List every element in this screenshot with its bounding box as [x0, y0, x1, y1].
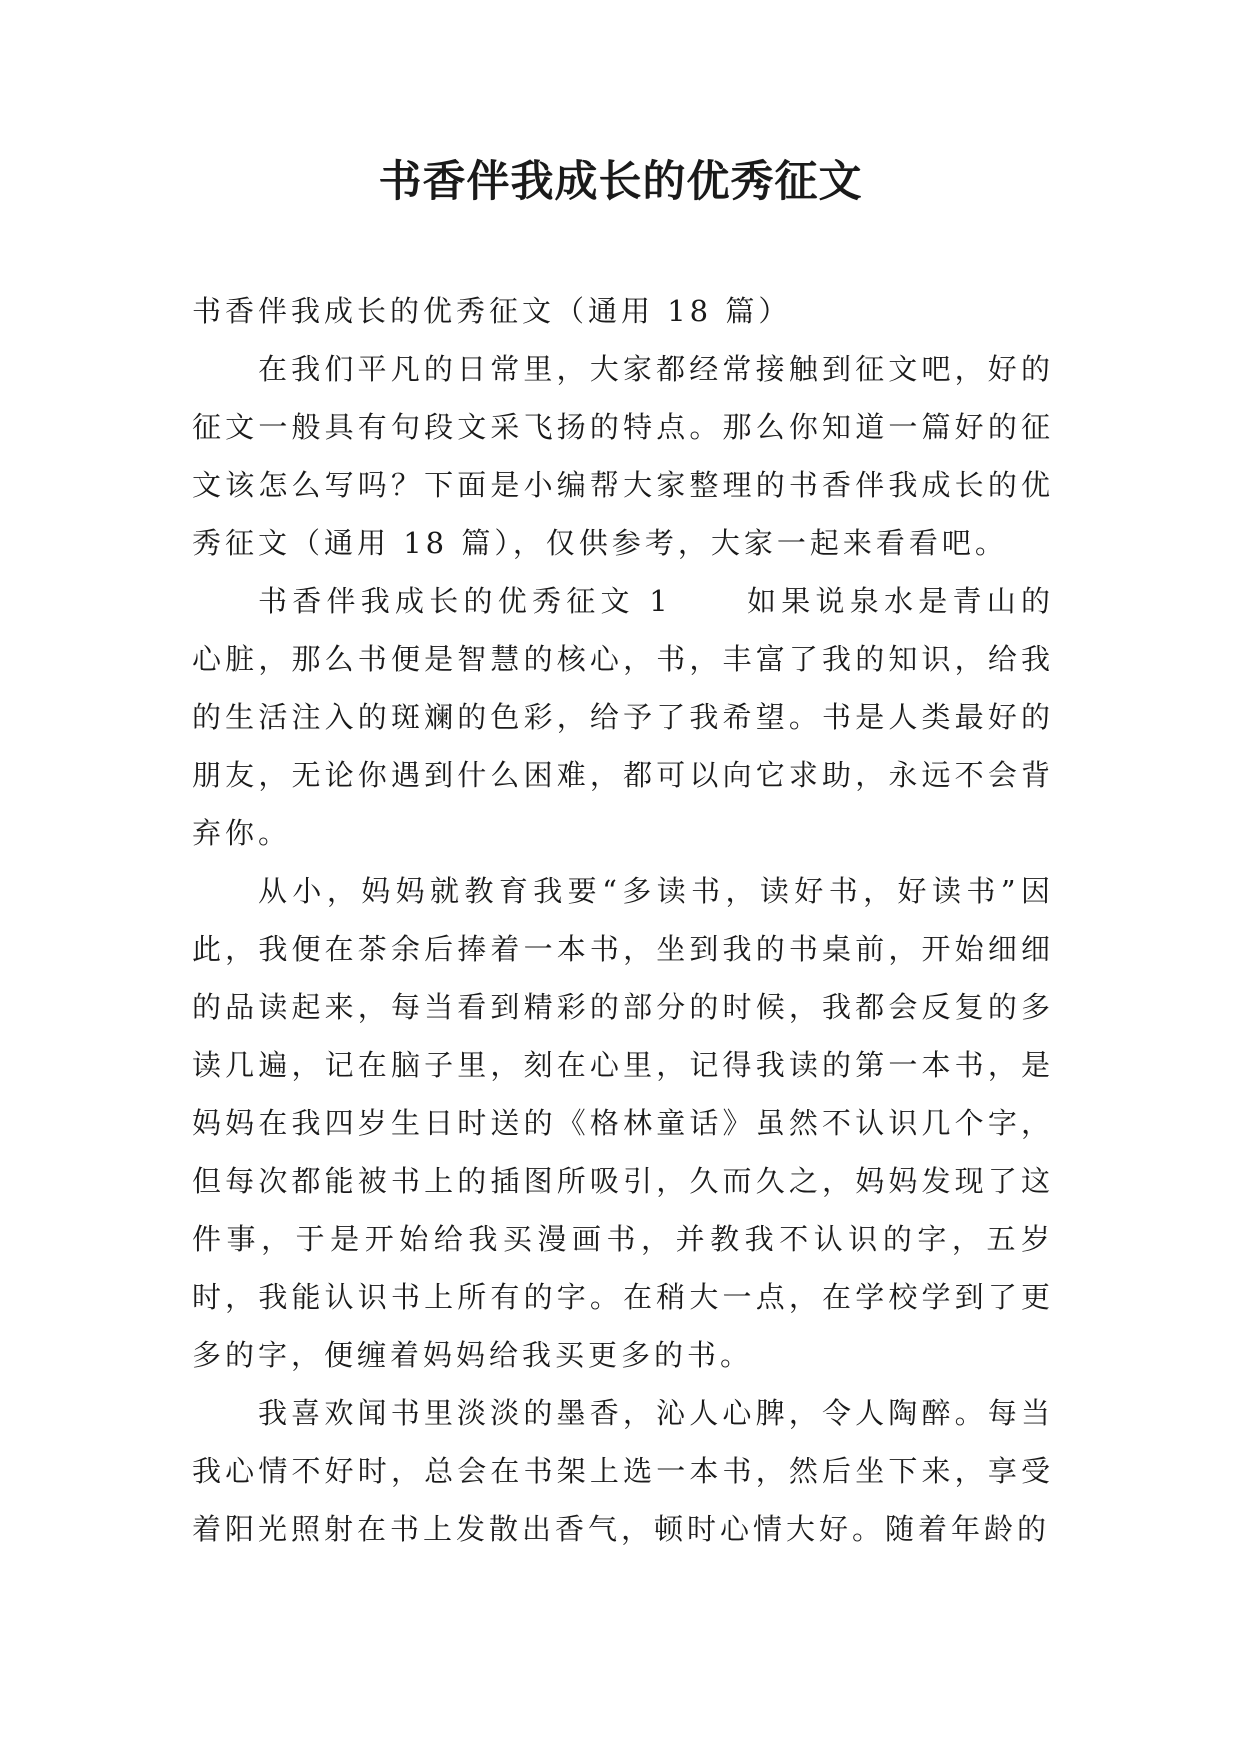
- document-title: 书香伴我成长的优秀征文: [378, 157, 863, 207]
- document-subtitle: 书香伴我成长的优秀征文（通用 18 篇）: [192, 294, 792, 328]
- section-1-paragraph-3: 我喜欢闻书里淡淡的墨香，沁人心脾，令人陶醉。每当我心情不好时，总会在书架上选一本书，然后坐下来，享受着阳光照射在书上发散出香气，顿时心情大好。随着年龄的: [192, 1396, 1054, 1546]
- section-1-paragraph-1: 如果说泉水是青山的心脏，那么书便是智慧的核心，书，丰富了我的知识，给我的生活注入的斑斓的色彩，给予了我希望。书是人类最好的朋友，无论你遇到什么困难，都可以向它求助，永远不会背弃你。: [192, 584, 1054, 850]
- section-1-heading: 书香伴我成长的优秀征文 1: [258, 584, 672, 618]
- section-1-paragraph-2: 从小，妈妈就教育我要“多读书，读好书，好读书”因此，我便在茶余后捧着一本书，坐到我的书桌前，开始细细的品读起来，每当看到精彩的部分的时候，我都会反复的多读几遍，记在脑子里，刻在心里，记得我读的第一本书，是妈妈在我四岁生日时送的《格林童话》虽然不认识几个字，但每次都能被书上的插图所吸引，久而久之，妈妈发现了这件事，于是开始给我买漫画书，并教我不认识的字，五岁时，我能认识书上所有的字。在稍大一点，在学校学到了更多的字，便缠着妈妈给我买更多的书。: [192, 874, 1054, 1372]
- intro-paragraph: 在我们平凡的日常里，大家都经常接触到征文吧，好的征文一般具有句段文采飞扬的特点。那么你知道一篇好的征文该怎么写吗？下面是小编帮大家整理的书香伴我成长的优秀征文（通用 18 篇），仅供参考，大家一起来看看吧。: [192, 352, 1054, 560]
- document-body: [192, 282, 1054, 1558]
- section-1-first-paragraph: [192, 572, 1054, 862]
